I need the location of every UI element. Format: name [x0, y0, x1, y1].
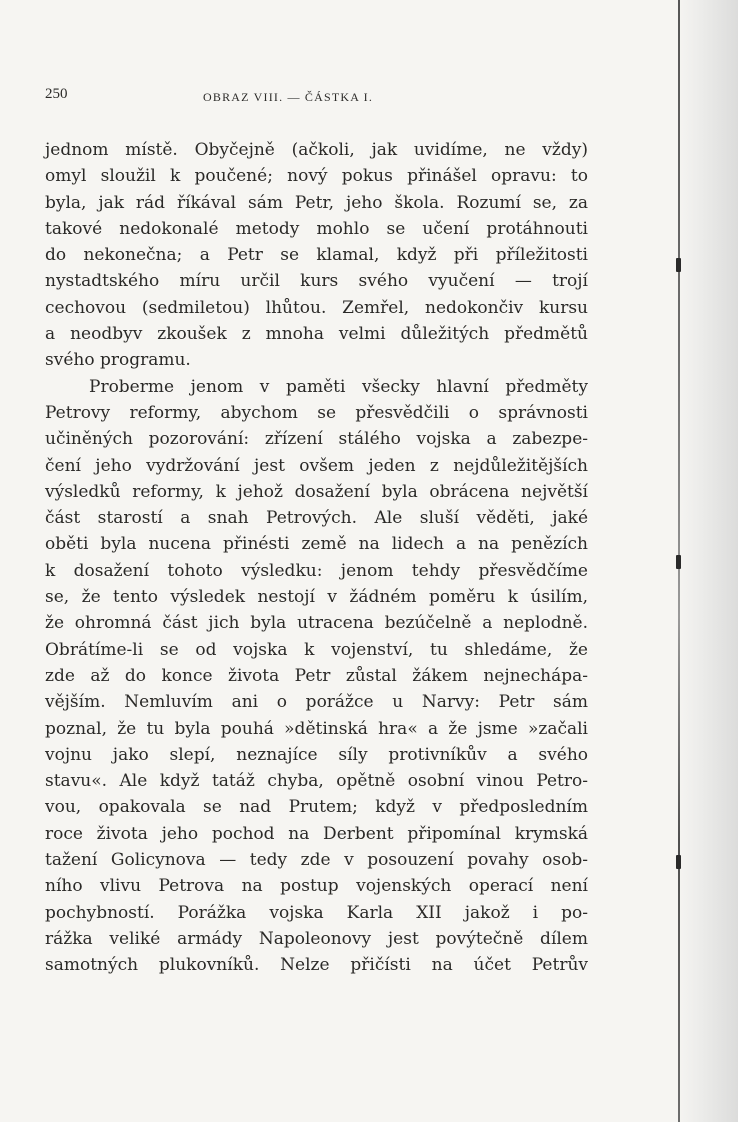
text-line: vějším. Nemluvím ani o porážce u Narvy: Petr sám — [45, 692, 588, 713]
text-line: pochybností. Porážka vojska Karla XII jakož i po- — [45, 902, 588, 923]
text-line: nystadtského míru určil kurs svého vyučení — trojí — [45, 271, 588, 292]
text-line: zde až do konce života Petr zůstal žákem nejnechápa- — [45, 665, 588, 686]
text-line: a neodbyv zkoušek z mnoha velmi důležitých předmětů — [45, 324, 588, 345]
page-header — [45, 86, 605, 110]
text-line: roce života jeho pochod na Derbent připomínal krymská — [45, 823, 588, 844]
text-line: svého programu. — [45, 350, 191, 371]
text-line: oběti byla nucena přinésti země na lidech a na penězích — [45, 534, 588, 555]
text-line: samotných plukovníků. Nelze přičísti na účet Petrův — [45, 955, 588, 976]
text-line: rážka veliké armády Napoleonovy jest povýtečně dílem — [45, 928, 588, 949]
page-number: 250 — [45, 86, 68, 102]
text-line: tažení Golicynova — tedy zde v posouzení povahy osob- — [45, 850, 588, 871]
text-line: poznal, že tu byla pouhá »dětinská hra« a že jsme »začali — [45, 718, 588, 739]
text-line: výsledků reformy, k jehož dosažení byla obrácena největší — [45, 481, 588, 502]
page-gutter — [676, 0, 738, 1122]
text-line: vou, opakovala se nad Prutem; když v předposledním — [45, 797, 588, 818]
running-head: OBRAZ VIII. — ČÁSTKA I. — [203, 90, 374, 104]
text-line: byla, jak rád říkával sám Petr, jeho škola. Rozumí se, za — [45, 192, 588, 213]
paragraph — [45, 374, 588, 979]
text-line: vojnu jako slepí, neznajíce síly protivníkův a svého — [45, 744, 588, 765]
text-line: Obrátíme-li se od vojska k vojenství, tu shledáme, že — [45, 639, 588, 660]
paragraph — [45, 137, 588, 374]
text-line: Petrovy reformy, abychom se přesvědčili o správnosti — [45, 402, 588, 423]
text-line: stavu«. Ale když tatáž chyba, opětně osobní vinou Petro- — [45, 771, 588, 792]
text-line: Proberme jenom v paměti všecky hlavní předměty — [89, 376, 588, 397]
text-line: že ohromná část jich byla utracena bezúčelně a neplodně. — [45, 613, 588, 634]
text-line: omyl sloužil k poučené; nový pokus přinášel opravu: to — [45, 166, 588, 187]
binding-mark — [676, 258, 681, 272]
text-line: jednom místě. Obyčejně (ačkoli, jak uvidíme, ne vždy) — [45, 140, 588, 160]
binding-mark — [676, 555, 681, 569]
body-text — [45, 137, 588, 979]
text-line: takové nedokonalé metody mohlo se učení protáhnouti — [45, 218, 588, 239]
text-line: učiněných pozorování: zřízení stálého vojska a zabezpe- — [45, 429, 588, 450]
text-line: část starostí a snah Petrových. Ale sluší věděti, jaké — [45, 508, 588, 529]
text-line: k dosažení tohoto výsledku: jenom tehdy přesvědčíme — [45, 560, 588, 581]
text-line: cechovou (sedmiletou) lhůtou. Zemřel, nedokončiv kursu — [45, 297, 588, 318]
text-line: čení jeho vydržování jest ovšem jeden z nejdůležitějších — [45, 455, 588, 476]
text-line: se, že tento výsledek nestojí v žádném poměru k úsilím, — [45, 587, 588, 608]
text-line: do nekonečna; a Petr se klamal, když při příležitosti — [45, 245, 588, 266]
text-line: ního vlivu Petrova na postup vojenských operací není — [45, 876, 588, 897]
binding-mark — [676, 855, 681, 869]
